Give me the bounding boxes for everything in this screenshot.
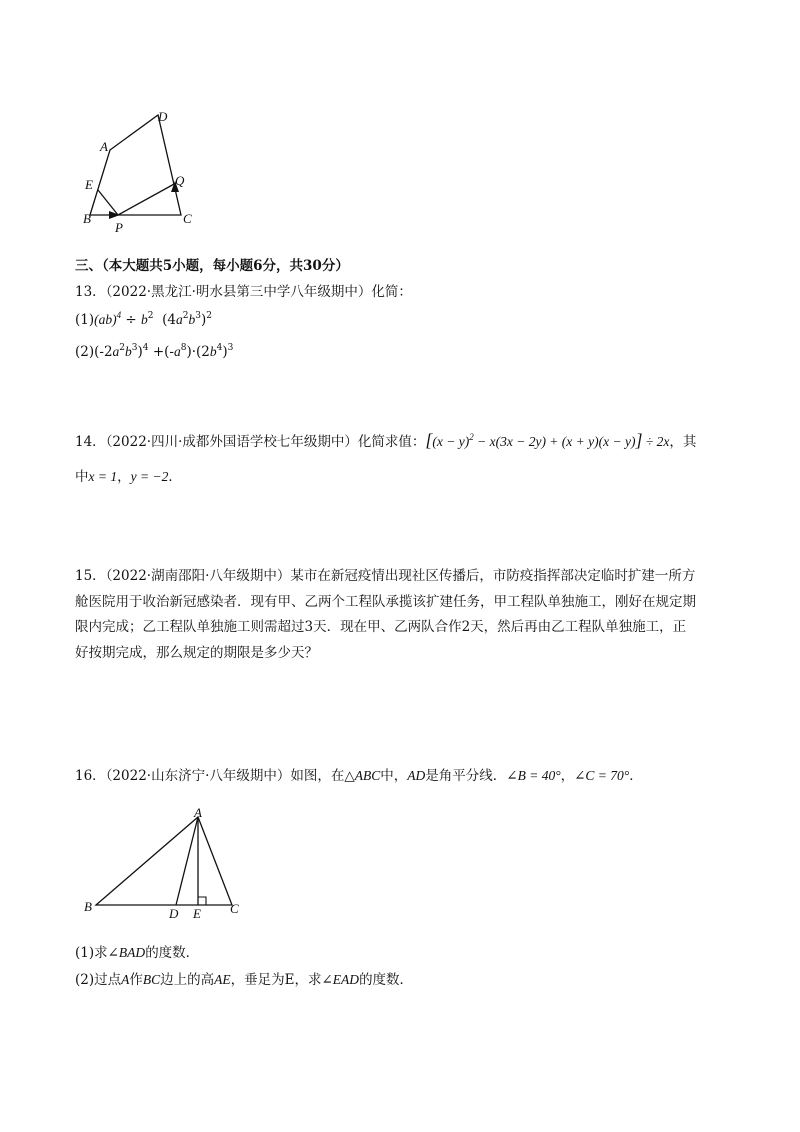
q13-part1: $(1)(ab)^4 \div b^2$ $(4a^2b^3)^2$ bbox=[75, 310, 212, 328]
q16-mid2: 是角平分线． bbox=[425, 768, 507, 784]
q16-number: 16． bbox=[75, 768, 106, 784]
question-14 bbox=[75, 430, 696, 452]
q16-sub2-e: 的度数． bbox=[359, 972, 414, 988]
q16-angle-b: ∠B = 40° bbox=[506, 768, 561, 783]
arrow-p-icon bbox=[109, 211, 120, 219]
question-16 bbox=[75, 766, 643, 786]
q16-triangle: ABC bbox=[354, 768, 381, 783]
fig2-label-b: B bbox=[84, 899, 92, 914]
q16-sub1-a: (1)求 bbox=[75, 945, 108, 961]
fig1-label-e: E bbox=[85, 177, 93, 192]
q14-expression: $[(x - y)^2 - x(3x - 2y) + (x + y)(x - y)] \div 2x$ bbox=[425, 430, 670, 450]
q16-sub1 bbox=[75, 943, 199, 963]
q14-x-condition: x = 1 bbox=[88, 469, 118, 484]
fig1-label-q: Q bbox=[175, 173, 185, 188]
fig2-label-d: D bbox=[169, 906, 179, 920]
q16-sub1-b: 的度数． bbox=[145, 945, 200, 961]
q16-sub2-angle: ∠EAD bbox=[321, 972, 360, 987]
fig2-label-a: A bbox=[194, 805, 202, 820]
q16-angle-c: ∠C = 70° bbox=[574, 768, 630, 783]
q16-sub2-ae: AE bbox=[214, 972, 231, 987]
fig2-label-c: C bbox=[230, 901, 239, 916]
q15-line-2: 舱医院用于收治新冠感染者．现有甲、乙两个工程队承揽该扩建任务，甲工程队单独施工，刚好在规定期 bbox=[75, 594, 696, 610]
fig1-label-a: A bbox=[100, 139, 108, 154]
question-13 bbox=[75, 282, 412, 302]
q14-prefix: 中 bbox=[75, 469, 89, 485]
fig1-label-c: C bbox=[183, 211, 192, 226]
fig1-label-p: P bbox=[115, 220, 123, 235]
q13-part2: $(2)(-2a^2b^3)^4 +(-a^8)\cdot(2b^4)^3$ bbox=[75, 343, 234, 360]
q16-end: ． bbox=[629, 768, 643, 784]
q16-ad: AD bbox=[407, 768, 426, 783]
q16-sub2-bc: BC bbox=[142, 972, 161, 987]
q16-sub2-c: 边上的高 bbox=[160, 972, 215, 988]
q16-mid1: 中， bbox=[380, 768, 408, 784]
q15-line-1 bbox=[75, 566, 695, 586]
q15-text-1: （2022·湖南邵阳·八年级期中）某市在新冠疫情出现社区传播后，市防疫指挥部决定临时扩建一所方 bbox=[105, 568, 696, 584]
q16-source: （2022·山东济宁·八年级期中）如图，在 bbox=[105, 768, 345, 784]
q14-sep: ， bbox=[117, 469, 131, 485]
q14-tail: ，其 bbox=[669, 434, 697, 450]
q16-sub2-b: 作 bbox=[129, 972, 143, 988]
q16-sep: ， bbox=[560, 768, 575, 784]
q13-part1-label: (1) bbox=[75, 312, 95, 328]
q13-number: 13． bbox=[75, 284, 106, 300]
fig1-label-d: D bbox=[158, 109, 168, 124]
q15-line-4: 好按期完成，那么规定的期限是多少天？ bbox=[75, 645, 318, 661]
q16-sub2-a: (2)过点 bbox=[75, 972, 122, 988]
q14-number: 14． bbox=[75, 434, 106, 450]
q14-end: ． bbox=[168, 469, 182, 485]
q15-number: 15． bbox=[75, 568, 106, 584]
q14-y-condition: y = −2 bbox=[130, 469, 169, 484]
q15-line-3: 限内完成；乙工程队单独施工则需超过3天．现在甲、乙两队合作2天，然后再由乙工程队单独施工，正 bbox=[75, 619, 687, 635]
section-heading: 三、（本大题共5小题，每小题6分，共30分） bbox=[75, 258, 349, 274]
fig1-label-b: B bbox=[83, 211, 91, 226]
q14-line2 bbox=[75, 467, 182, 487]
figure-triangle bbox=[80, 805, 250, 920]
q16-sub2-point: A bbox=[121, 972, 130, 987]
q16-sub1-angle: ∠BAD bbox=[107, 945, 146, 960]
q13-part2-label: (2) bbox=[75, 344, 95, 360]
figure-quadrilateral bbox=[80, 105, 210, 235]
q16-sub2 bbox=[75, 970, 413, 990]
fig2-label-e: E bbox=[193, 906, 201, 920]
q14-source: （2022·四川·成都外国语学校七年级期中）化简求值： bbox=[105, 434, 426, 450]
triangle-icon: △ bbox=[344, 768, 355, 784]
q16-sub2-d: ，垂足为E，求 bbox=[230, 972, 322, 988]
q13-source: （2022·黑龙江·明水县第三中学八年级期中）化简： bbox=[105, 284, 412, 300]
